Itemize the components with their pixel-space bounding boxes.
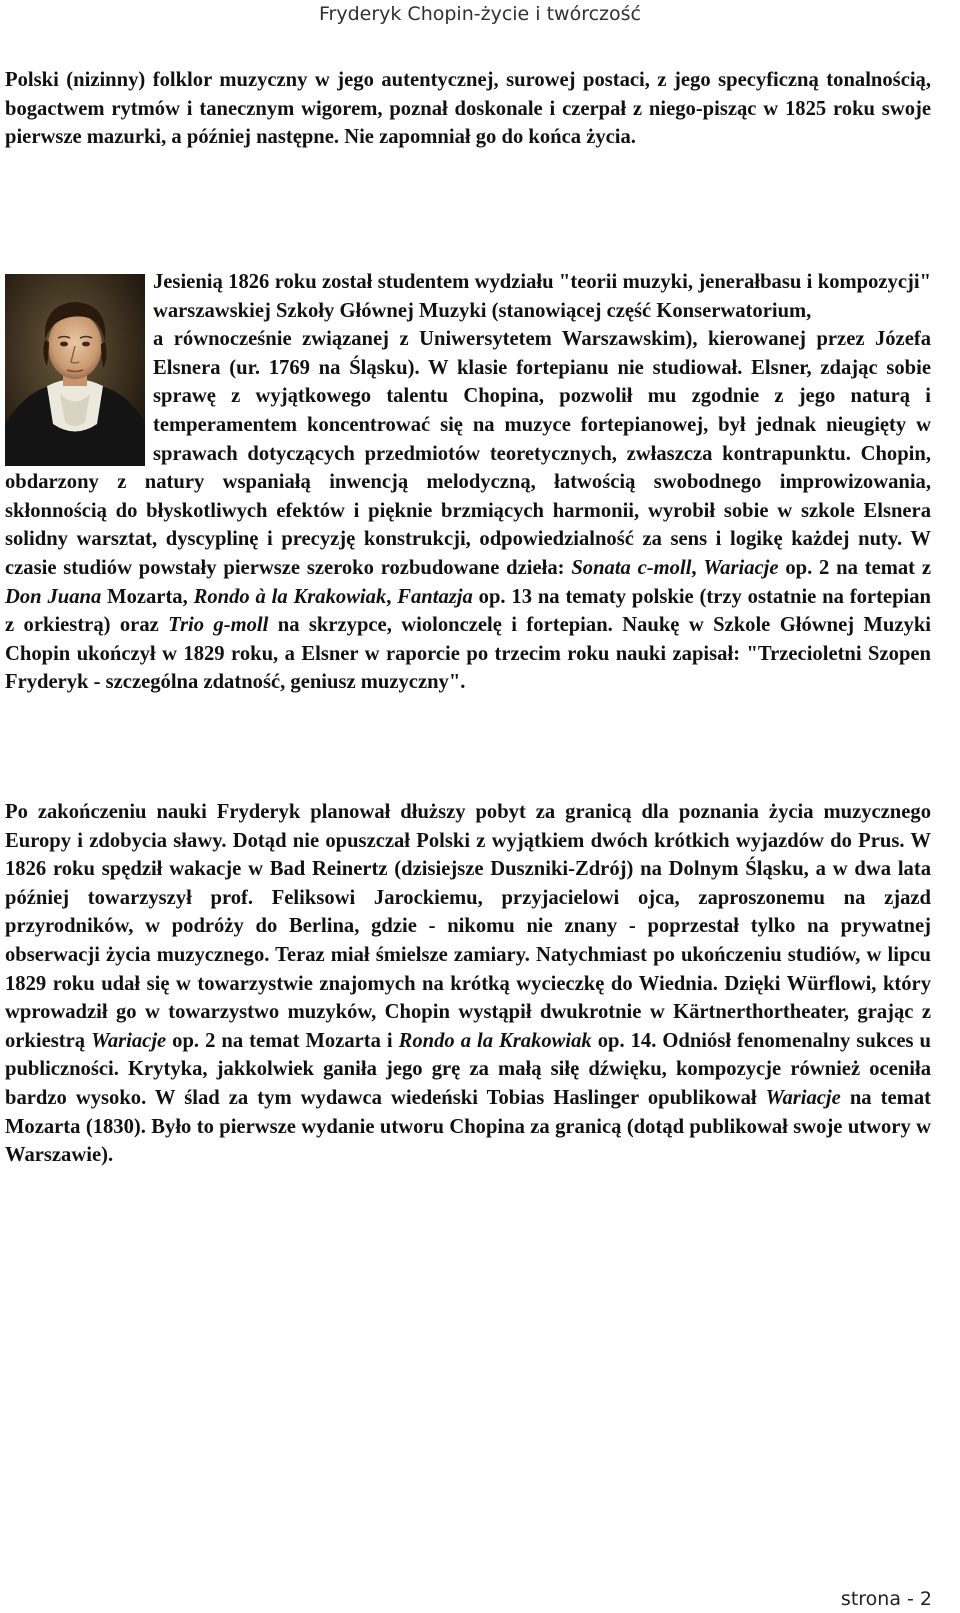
work-title-sonata: Sonata c-moll — [571, 556, 692, 579]
paragraph-studies-text-2: a równocześnie związanej z Uniwersytetem Warszawskim), kierowanej przez Józefa Elsnera (ur. 1769 na Śląsku). W klasie fortepianu nie studiował. Elsner, zdając sobie sprawę z wyjątkowego talentu Chopina, pozwolił mu zgodnie z jego naturą i temperamentem koncentrować się na muzyce fortepianowej, był jednak nieugięty w sprawach dotyczących przedmiotów teoretycznych, zwłaszcza kontrapunktu. Chopin, obdarzony z natury wspaniałą inwencją melodyczną, łatwością swobodnego improwizowania, skłonnością do błyskotliwych efektów i pięknie brzmiących harmonii, wyrobił sobie w szkole Elsnera solidny warsztat, dyscyplinę i precyzję konstrukcji, odpowiedzialność za sens i logikę każdej nuty. W czasie studiów powstały pierwsze szeroko rozbudowane dzieła: — [5, 328, 931, 579]
paragraph-studies-text-8: na skrzypce, wiolonczelę i fortepian. Naukę w Szkole Głównej Muzyki Chopin ukończył w 1829 roku, a Elsner w raporcie po trzecim roku nauki zapisał: "Trzecioletni Szopen Fryderyk - szczególna zdatność, geniusz muzyczny". — [5, 614, 931, 694]
paragraph-studies-text-4: op. 2 na temat z — [778, 556, 931, 579]
paragraph-folklore: Polski (nizinny) folklor muzyczny w jego autentycznej, surowej postaci, z jego specyficzną tonalnością, bogactwem rytmów i tanecznym wigorem, poznał doskonale i czerpał z niego-pisząc w 1825 roku swoje pierwsze mazurki, a później następne. Nie zapomniał go do końca życia. — [5, 69, 931, 149]
page-header: Fryderyk Chopin-życie i twórczość — [318, 3, 641, 25]
work-title-rondo: Rondo à la Krakowiak — [193, 585, 387, 608]
paragraph-travels — [5, 798, 931, 1170]
paragraph-travels-text-4: na temat Mozarta (1830). Było to pierwsze wydanie utworu Chopina za granicą (dotąd publikował swoje utwory w Warszawie). — [5, 1086, 931, 1167]
work-title-rondo-2: Rondo a la Krakowiak — [398, 1029, 592, 1052]
work-title-trio: Trio g-moll — [168, 614, 269, 637]
work-title-wariacje-2: Wariacje — [91, 1029, 167, 1052]
paragraph-travels-text-3: op. 14. Odniósł fenomenalny sukces u publiczności. Krytyka, jakkolwiek ganiła jego grę za małą siłę dźwięku, kompozycje również oceniła bardzo wysoko. W ślad za tym wydawca wiedeński Tobias Haslinger opublikował — [5, 1029, 931, 1109]
work-title-wariacje: Wariacje — [703, 556, 779, 579]
paragraph-travels-text-1: Po zakończeniu nauki Fryderyk planował dłuższy pobyt za granicą dla poznania życia muzycznego Europy i zdobycia sławy. Dotąd nie opuszczał Polski z wyjątkiem dwóch krótkich wyjazdów do Prus. W 1826 roku spędził wakacje w Bad Reinertz (dzisiejsze Duszniki-Zdrój) na Dolnym Śląsku, a w dwa lata później towarzyszył prof. Feliksowi Jarockiemu, przyjacielowi ojca, zaproszonemu na zjazd przyrodników, w podróży do Berlina, gdzie - nikomu nie znany - poprzestał tylko na prywatnej obserwacji życia muzycznego. Teraz miał śmielsze zamiary. Natychmiast po ukończeniu studiów, w lipcu 1829 roku udał się w towarzystwie znajomych na krótką wycieczkę do Wiednia. Dzięki Würflowi, który wprowadził go w towarzystwo muzyków, Chopin wystąpił dwukrotnie w Kärtnerthortheater, grając z orkiestrą — [5, 801, 931, 1052]
paragraph-studies-text-3: , — [691, 556, 704, 579]
chopin-portrait-image — [5, 274, 145, 466]
work-title-fantazja: Fantazja — [397, 585, 473, 608]
work-title-wariacje-3: Wariacje — [765, 1086, 841, 1109]
paragraph-studies — [5, 268, 931, 697]
paragraph-studies-text-7: op. 13 na tematy polskie (trzy ostatnie na fortepian z orkiestrą) oraz — [5, 585, 931, 637]
paragraph-studies-text-6: , — [386, 585, 398, 608]
paragraph-travels-text-2: op. 2 na temat Mozarta i — [166, 1029, 399, 1052]
paragraph-studies-text-1: Jesienią 1826 roku został studentem wydziału "teorii muzyki, jenerałbasu i kompozycji" warszawskiej Szkoły Głównej Muzyki (stanowiącej część Konserwatorium, — [153, 271, 931, 322]
page-number: strona - 2 — [840, 1588, 932, 1610]
work-title-don-juan: Don Juana — [5, 585, 102, 608]
paragraph-studies-text-5: Mozarta, — [101, 585, 194, 608]
